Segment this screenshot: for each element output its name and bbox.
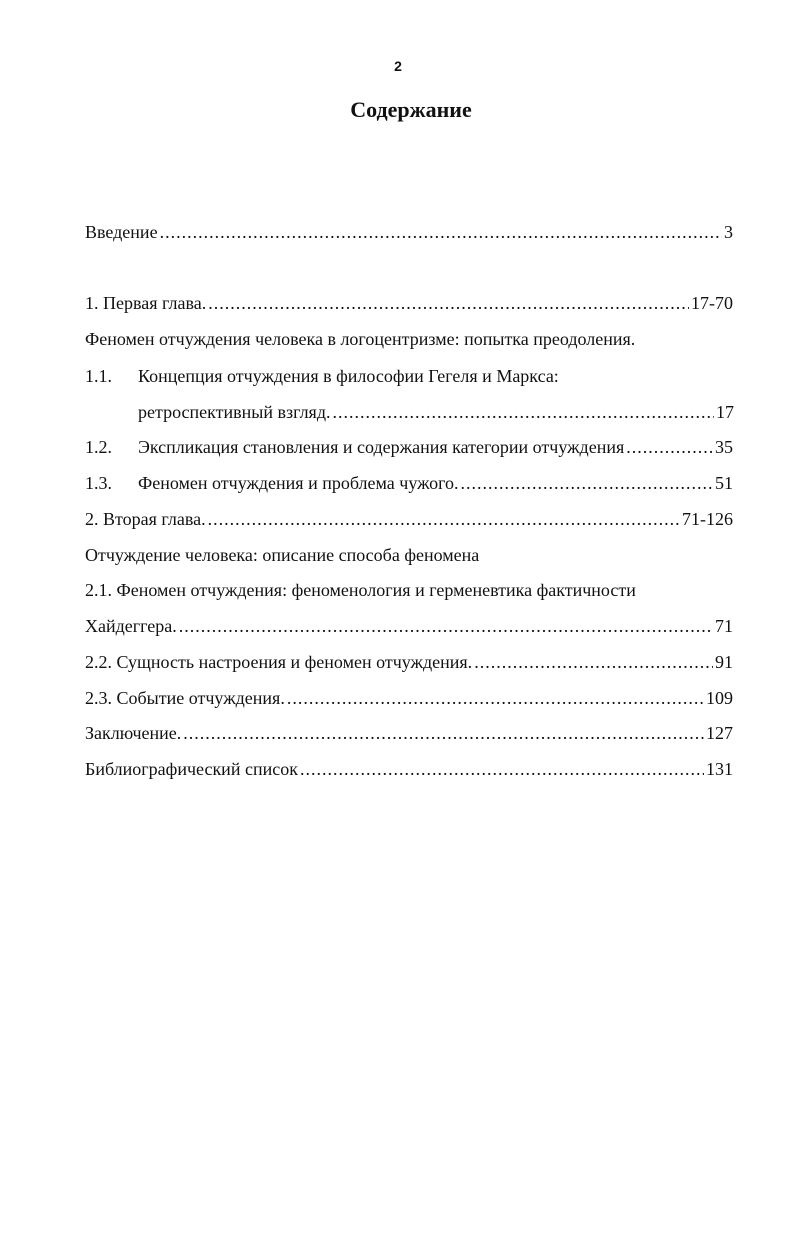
toc-leader-dots: [333, 398, 715, 426]
toc-entry-page: 17: [716, 402, 734, 422]
toc-entry-label: Введение: [85, 222, 158, 242]
toc-entry-conclusion[interactable]: [85, 719, 733, 747]
toc-entry-1-3[interactable]: [85, 469, 733, 497]
toc-entry-label: Хайдеггера.: [85, 616, 177, 636]
toc-entry-label: 2.3. Событие отчуждения.: [85, 688, 285, 708]
toc-entry-1-2[interactable]: [85, 433, 733, 461]
toc-leader-dots: [208, 289, 689, 317]
toc-leader-dots: [287, 684, 704, 712]
toc-entry-page: 127: [706, 723, 733, 743]
toc-leader-dots: [300, 755, 704, 783]
toc-entry-label: Концепция отчуждения в философии Гегеля и Маркса:: [138, 366, 559, 386]
toc-entry-label: Библиографический список: [85, 759, 298, 779]
toc-entry-page: 91: [715, 652, 733, 672]
toc-entry-label: Феномен отчуждения и проблема чужого.: [138, 473, 459, 493]
toc-entry-number: 1.3.: [85, 473, 112, 493]
chapter-1-title: Феномен отчуждения человека в логоцентризме: попытка преодоления.: [85, 329, 636, 349]
toc-entry-page: 51: [715, 473, 733, 493]
toc-entry-number: 1.1.: [85, 366, 112, 386]
toc-entry-page: 17-70: [691, 293, 733, 313]
toc-entry-2-1-line1[interactable]: 2.1. Феномен отчуждения: феноменология и герменевтика фактичности: [85, 580, 636, 600]
toc-entry-bibliography[interactable]: [85, 755, 733, 783]
toc-entry-page: 3: [724, 222, 733, 242]
toc-entry-page: 71: [715, 616, 733, 636]
toc-entry-label: Экспликация становления и содержания категории отчуждения: [138, 437, 625, 457]
toc-entry-1-1-line2[interactable]: [138, 398, 734, 426]
toc-entry-page: 71-126: [682, 509, 733, 529]
toc-leader-dots: [461, 469, 713, 497]
toc-entry-chapter-1[interactable]: [85, 289, 733, 317]
toc-leader-dots: [183, 719, 704, 747]
toc-entry-2-2[interactable]: [85, 648, 733, 676]
toc-entry-intro[interactable]: [85, 218, 733, 246]
toc-leader-dots: [179, 612, 713, 640]
toc-entry-label: ретроспективный взгляд.: [138, 402, 331, 422]
toc-entry-2-1-line2[interactable]: [85, 612, 733, 640]
toc-entry-page: 35: [715, 437, 733, 457]
toc-leader-dots: [208, 505, 680, 533]
toc-entry-label: Заключение.: [85, 723, 182, 743]
page-number: 2: [394, 58, 402, 74]
toc-entry-label: 1. Первая глава.: [85, 293, 207, 313]
toc-entry-1-1-line1[interactable]: [85, 362, 559, 390]
toc-entry-label: 2. Вторая глава.: [85, 509, 206, 529]
toc-leader-dots: [160, 218, 722, 246]
toc-entry-label: 2.2. Сущность настроения и феномен отчуждения.: [85, 652, 473, 672]
toc-entry-page: 109: [706, 688, 733, 708]
toc-entry-2-3[interactable]: [85, 684, 733, 712]
toc-entry-chapter-2[interactable]: [85, 505, 733, 533]
toc-leader-dots: [474, 648, 713, 676]
toc-leader-dots: [626, 433, 713, 461]
chapter-2-title: Отчуждение человека: описание способа феномена: [85, 545, 480, 565]
toc-entry-number: 1.2.: [85, 437, 112, 457]
page-title: Содержание: [350, 97, 472, 122]
toc-entry-page: 131: [706, 759, 733, 779]
